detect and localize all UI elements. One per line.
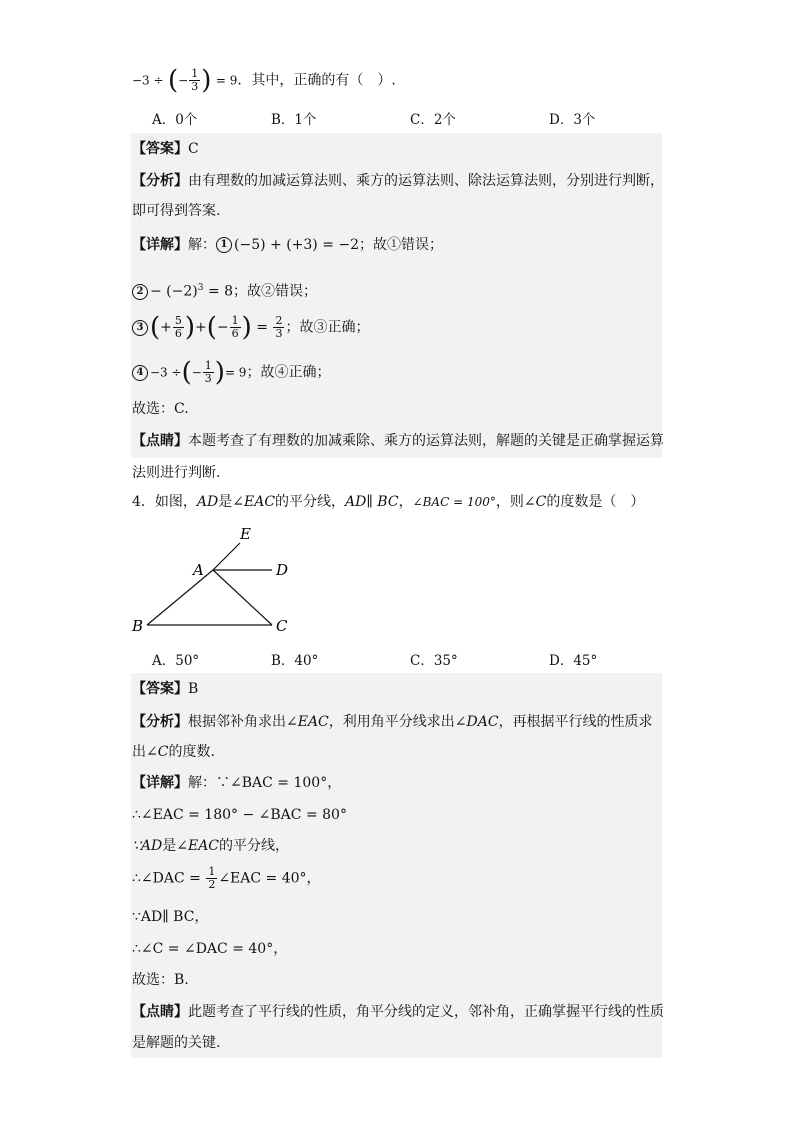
math: ∠EAC	[286, 714, 329, 730]
stem-text: 4．如图，	[132, 494, 197, 510]
q4-analysis-line2	[132, 742, 215, 762]
denominator: 3	[275, 327, 283, 340]
analysis-text: 由有理数的加减运算法则、乘方的运算法则、除法运算法则，分别进行判断，	[188, 173, 664, 189]
q3-option-a: A．0个	[152, 112, 198, 128]
answer-value: C	[188, 141, 199, 157]
q3-detail-line3: 3 (+ $\frac{5}{6}$ )+(− $\frac{1}{6}$ ) = $\frac{2}{3}$ ；故③正确；	[132, 315, 369, 345]
q4-choose-line: 故选：B.	[132, 972, 189, 988]
q3-analysis-line2: 即可得到答案.	[132, 203, 221, 219]
q3-choose-line: 故选：C.	[132, 401, 189, 417]
fraction	[203, 360, 214, 385]
label-a: A	[193, 561, 204, 579]
analysis-text: ，利用角平分线求出	[328, 714, 455, 730]
detail-text: ∠EAC = 40°，	[218, 870, 321, 887]
q3-answer-line	[132, 139, 199, 159]
analysis-tag: 【分析】	[132, 714, 188, 730]
detail-text: 的平分线，	[219, 838, 290, 854]
expr-text: −3 ÷	[150, 365, 182, 380]
q3-analysis-line1	[132, 171, 664, 191]
segment-ac	[213, 570, 272, 625]
q4-comment-line1	[132, 1002, 664, 1022]
denominator: 6	[174, 327, 182, 340]
verdict: ；故②错误；	[233, 283, 318, 300]
verdict: ；故④正确；	[246, 364, 331, 381]
q3-option-d: D．3个	[549, 112, 596, 128]
q4-stem	[132, 492, 644, 512]
expr-result: = 9	[224, 365, 247, 380]
fraction	[273, 315, 284, 340]
q3-option-b: B．1个	[271, 112, 317, 128]
q4-option-c: C．35°	[410, 653, 458, 669]
denominator: 6	[231, 327, 239, 340]
numerator: 2	[275, 314, 283, 327]
q3-detail-line1	[132, 235, 443, 259]
math: ∠EAC	[232, 494, 276, 510]
circled-number: 2	[132, 284, 148, 300]
label-e: E	[240, 525, 251, 543]
math: ∠BAC = 100°	[412, 495, 496, 509]
geometry-figure	[120, 520, 320, 640]
numerator: 1	[208, 865, 216, 878]
label-b: B	[132, 617, 144, 635]
fraction	[189, 68, 200, 93]
comment-tag: 【点睛】	[132, 433, 188, 449]
paren-left: (	[206, 312, 217, 343]
q4-comment-line2: 是解题的关键.	[132, 1035, 221, 1051]
q4-detail-line4	[132, 866, 321, 898]
paren-left: (	[150, 312, 161, 343]
fraction	[230, 315, 241, 340]
label-d: D	[276, 561, 289, 579]
analysis-text: 根据邻补角求出	[188, 714, 286, 730]
expr-text: −3 ÷	[132, 73, 164, 88]
numerator: 1	[191, 67, 199, 80]
analysis-tag: 【分析】	[132, 173, 188, 189]
q4-answer-line	[132, 679, 198, 699]
comment-text: 此题考查了平行线的性质，角平分线的定义，邻补角，正确掌握平行线的性质	[188, 1004, 664, 1020]
denominator: 2	[208, 878, 216, 891]
q4-detail-line2: ∴∠EAC = 180° − ∠BAC = 80°	[132, 807, 347, 823]
verdict: ；故③正确；	[285, 319, 370, 336]
answer-tag: 【答案】	[132, 681, 188, 697]
denominator: 3	[191, 80, 199, 93]
math: ∠DAC	[454, 714, 499, 730]
analysis-text: 出	[132, 744, 146, 760]
numerator: 5	[174, 314, 182, 327]
q4-analysis-line1	[132, 712, 653, 732]
paren-right: )	[184, 312, 196, 343]
stem-text: 的度数是（ ）	[546, 494, 645, 510]
answer-tag: 【答案】	[132, 141, 188, 157]
circled-number: 3	[132, 320, 148, 336]
paren-left: (	[168, 65, 179, 96]
q4-detail-line3	[132, 836, 289, 856]
numerator: 1	[204, 359, 212, 372]
math: AD	[196, 494, 219, 510]
paren-right: )	[241, 312, 252, 343]
paren-left: (	[181, 357, 192, 388]
q4-detail-line6: ∴∠C = ∠DAC = 40°，	[132, 941, 288, 957]
math: AD∥ BC	[345, 494, 399, 510]
q4-option-a: A．50°	[152, 653, 200, 669]
paren-right: )	[201, 65, 212, 96]
detail-tag: 【详解】	[132, 775, 188, 791]
detail-text: ∴∠DAC =	[132, 870, 201, 887]
ray-ae	[213, 543, 240, 570]
q4-option-d: D．45°	[549, 653, 598, 669]
comment-tag: 【点睛】	[132, 1004, 188, 1020]
stem-text: ，则	[495, 494, 524, 510]
label-c: C	[276, 617, 288, 635]
sign: −	[191, 365, 202, 380]
analysis-text: ，再根据平行线的性质求	[498, 714, 653, 730]
analysis-text: 的度数.	[168, 744, 215, 760]
detail-tag: 【详解】	[132, 237, 188, 253]
detail-text: 是	[162, 838, 177, 854]
math: ∠C	[523, 494, 547, 510]
q4-detail-line1	[132, 773, 341, 793]
fraction	[206, 866, 217, 891]
stem-text: 的平分线，	[275, 494, 346, 510]
q3-option-c: C．2个	[410, 112, 456, 128]
fraction	[173, 315, 184, 340]
stem-text: ，	[398, 494, 413, 510]
circled-number: 4	[132, 365, 148, 381]
exponent: 3	[197, 283, 204, 293]
q4-option-b: B．40°	[271, 653, 319, 669]
q3-comment-line1	[132, 431, 664, 451]
math: ∵AD	[132, 838, 163, 854]
detail-prefix: 解：	[188, 237, 216, 253]
expr-text: − (−2)	[150, 283, 198, 300]
expr-text: (−5) + (+3) = −2	[234, 237, 360, 253]
answer-value: B	[188, 681, 199, 697]
sign: −	[178, 73, 189, 88]
comment-text: 本题考查了有理数的加减乘除、乘方的运算法则，解题的关键是正确掌握运算	[188, 433, 664, 449]
q3-comment-line2: 法则进行判断.	[132, 465, 221, 481]
q3-detail-line4	[132, 357, 331, 388]
numerator: 1	[231, 314, 239, 327]
math: ∠C	[146, 744, 169, 760]
stem-text: 是	[218, 494, 233, 510]
q3-detail-line2	[132, 278, 317, 302]
q4-detail-line5: ∵AD∥ BC，	[132, 909, 209, 925]
circled-number: 1	[216, 237, 232, 253]
q3-statement4-line	[132, 65, 396, 96]
denominator: 3	[204, 372, 212, 385]
verdict: ；故①错误；	[359, 237, 444, 253]
question-tail: ．其中，正确的有（ ）.	[237, 72, 396, 89]
paren-right: )	[214, 357, 225, 388]
expr-result: = 8	[207, 283, 234, 300]
math: ∠EAC	[176, 838, 220, 854]
expr-result: = 9	[215, 73, 238, 88]
detail-text: 解：∵∠BAC = 100°，	[188, 775, 342, 791]
